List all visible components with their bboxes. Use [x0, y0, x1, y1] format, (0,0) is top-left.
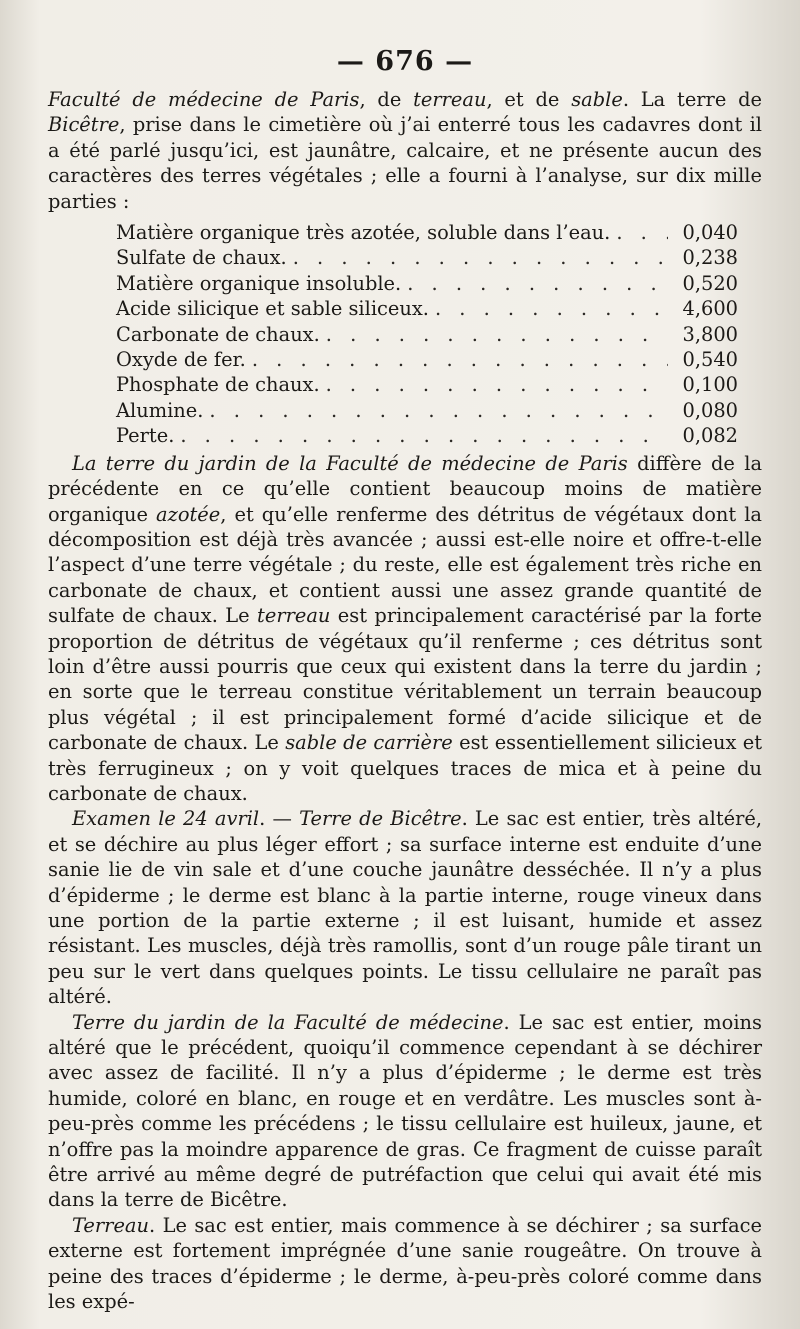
leader-dots	[293, 245, 668, 270]
analysis-value: 3,800	[682, 322, 738, 346]
text-run: . La terre de	[622, 88, 762, 111]
analysis-label: Matière organique insoluble.	[116, 271, 402, 295]
analysis-label: Matière organique très azotée, soluble dans l’eau.	[116, 221, 611, 245]
text-run: . Le sac est entier, très altéré, et se déchire au plus léger effort ; sa surface interne est enduite d’une sanie lie de vin sale et d’une couche jaunâtre desséchée. Il n’y a plus d’épiderme ; le derme est blanc à la partie interne, rouge vineux dans une portion de la partie externe ; il est luisant, humide et assez résistant. Les muscles, déjà très ramollis, sont d’un rouge pâle tirant un peu sur le vert dans quelques points. Le tissu cellulaire ne paraît pas altéré.	[48, 807, 762, 1009]
italic-phrase: terreau	[257, 604, 331, 628]
text-run: est principalement caractérisé par la forte proportion de détritus de végétaux qu’il renferme ; ces détritus sont loin d’être aussi pourris que ceux qui existent dans la terre du jardin ; en sorte que le terreau constitue véritablement un terrain beaucoup plus végétal ; il est principalement formé d’acide silicique et de carbonate de chaux. Le	[48, 604, 762, 755]
italic-phrase: azotée	[156, 502, 221, 526]
analysis-label: Perte.	[116, 424, 175, 448]
analysis-value: 0,100	[682, 373, 738, 397]
italic-phrase: Bicêtre	[48, 113, 120, 137]
paragraph-garden-soil	[48, 451, 762, 807]
italic-phrase: Examen le 24 avril	[72, 807, 260, 831]
analysis-label: Carbonate de chaux.	[116, 322, 320, 346]
text-run: diffère de la précédente en ce qu’elle contient beaucoup moins de matière organique	[48, 451, 762, 526]
leader-dots	[435, 296, 668, 321]
italic-phrase: Terre de Bicêtre	[299, 807, 462, 831]
text-run: . —	[259, 807, 300, 831]
analysis-value: 0,540	[682, 348, 738, 372]
analysis-row	[116, 296, 738, 321]
analysis-value: 0,520	[682, 271, 738, 295]
leader-dots	[616, 220, 668, 245]
italic-phrase: La terre du jardin de la Faculté de médecine de Paris	[72, 451, 628, 475]
analysis-row	[116, 372, 738, 397]
paragraph-examination-terreau	[48, 1213, 762, 1315]
paragraph-examination-bicetre	[48, 806, 762, 1009]
italic-phrase: Faculté de médecine de Paris	[48, 88, 360, 111]
text-run: , de	[359, 88, 414, 111]
leader-dots	[407, 271, 668, 296]
analysis-value: 0,082	[682, 424, 738, 448]
leader-dots	[326, 372, 668, 397]
leader-dots	[252, 347, 668, 372]
analysis-row	[116, 245, 738, 270]
analysis-label: Acide silicique et sable siliceux.	[116, 297, 429, 321]
italic-phrase: sable	[571, 88, 623, 111]
paragraph-soil-description	[48, 87, 762, 214]
paragraph-examination-garden	[48, 1010, 762, 1213]
analysis-value: 0,080	[682, 398, 738, 422]
analysis-label: Oxyde de fer.	[116, 348, 246, 372]
leader-dots	[209, 398, 668, 423]
leader-dots	[180, 423, 668, 448]
italic-phrase: Terre du jardin de la Faculté de médecine	[72, 1010, 504, 1034]
analysis-label: Sulfate de chaux.	[116, 246, 287, 270]
analysis-row	[116, 220, 738, 245]
text-run: . Le sac est entier, moins altéré que le précédent, quoiqu’il commence cependant à se déchirer avec assez de facilité. Il n’y a plus d’épiderme ; le derme est très humide, coloré en blanc, en rouge et en verdâtre. Les muscles sont à-peu-près comme les précédens ; le tissu cellulaire est huileux, jaune, et n’offre pas la moindre apparence de gras. Ce fragment de cuisse paraît être arrivé au même degré de putréfaction que celui qui avait été mis dans la terre de Bicêtre.	[48, 1010, 762, 1212]
text-run: est essentiellement silicieux et très ferrugineux ; on y voit quelques traces de mica et à peine du carbonate de chaux.	[48, 731, 762, 805]
page-number: — 676 —	[336, 46, 474, 77]
analysis-label: Phosphate de chaux.	[116, 373, 320, 397]
analysis-value: 4,600	[682, 297, 738, 321]
analysis-row	[116, 322, 738, 347]
text-run: . Le sac est entier, mais commence à se déchirer ; sa surface externe est fortement imprégnée d’une sanie rougeâtre. On trouve à peine des traces d’épiderme ; le derme, à-peu-près coloré comme dans les expé-	[48, 1213, 762, 1314]
leader-dots	[326, 322, 668, 347]
analysis-row	[116, 423, 738, 448]
analysis-label: Alumine.	[116, 398, 204, 422]
analysis-value: 0,040	[682, 221, 738, 245]
text-run: , et qu’elle renferme des détritus de végétaux dont la décomposition est déjà très avancée ; aussi est-elle noire et offre-t-elle l’aspect d’une terre végétale ; du reste, elle est également très riche en carbonate de chaux, et contient aussi une assez grande quantité de sulfate de chaux. Le	[48, 502, 762, 628]
analysis-table	[116, 220, 738, 449]
italic-phrase: Terreau	[72, 1213, 149, 1237]
italic-phrase: sable de carrière	[285, 731, 453, 755]
analysis-row	[116, 398, 738, 423]
text-run: , et de	[486, 88, 572, 111]
italic-phrase: terreau	[413, 88, 487, 111]
analysis-row	[116, 347, 738, 372]
text-run: , prise dans le cimetière où j’ai enterré tous les cadavres dont il a été parlé jusqu’ici, est jaunâtre, calcaire, et ne présente aucun des caractères des terres végétales ; elle a fourni à l’analyse, sur dix mille parties :	[48, 113, 762, 213]
analysis-value: 0,238	[682, 246, 738, 270]
analysis-row	[116, 271, 738, 296]
